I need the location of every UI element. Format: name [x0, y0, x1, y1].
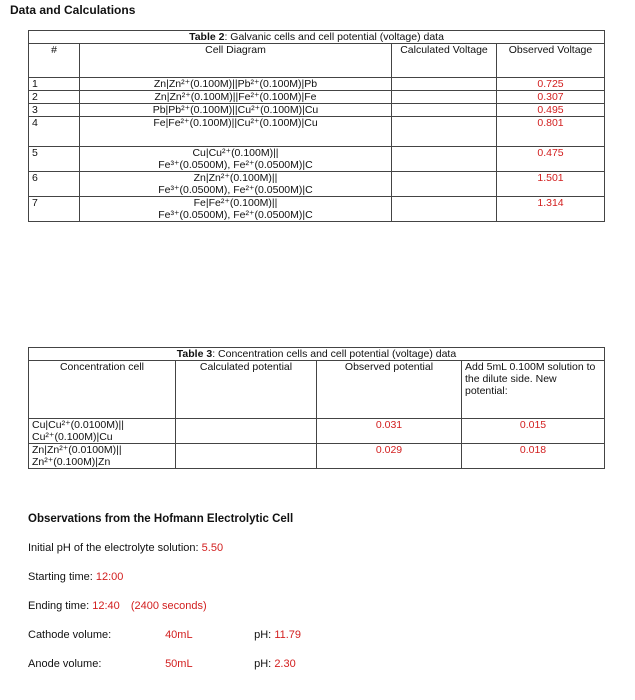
row-num: 3	[29, 104, 80, 117]
ending-time-line: Ending time: 12:40 (2400 seconds)	[28, 600, 207, 612]
calc-voltage	[392, 104, 497, 117]
table-row	[29, 172, 605, 197]
section-heading: Data and Calculations	[10, 3, 136, 17]
obs-voltage: 0.725	[497, 78, 605, 91]
header-cell-diagram: Cell Diagram	[80, 44, 392, 78]
obs-potential: 0.031	[317, 419, 462, 444]
obs-voltage: 0.307	[497, 91, 605, 104]
header-num: #	[29, 44, 80, 78]
concentration-cell: Zn|Zn²⁺(0.0100M)|| Zn²⁺(0.100M)|Zn	[29, 444, 176, 469]
calc-voltage	[392, 197, 497, 222]
header-observed-voltage: Observed Voltage	[497, 44, 605, 78]
cell-diagram: Cu|Cu²⁺(0.100M)|| Fe³⁺(0.0500M), Fe²⁺(0.0500M)|C	[80, 147, 392, 172]
cell-diagram: Zn|Zn²⁺(0.100M)||Fe²⁺(0.100M)|Fe	[80, 91, 392, 104]
table-row	[29, 147, 605, 172]
table-row	[29, 197, 605, 222]
obs-voltage: 1.501	[497, 172, 605, 197]
cathode-line: Cathode volume: 40mL pH: 11.79	[28, 629, 302, 641]
calc-voltage	[392, 147, 497, 172]
obs-potential: 0.029	[317, 444, 462, 469]
row-num: 5	[29, 147, 80, 172]
calc-potential	[176, 444, 317, 469]
galvanic-cells-table	[28, 30, 605, 222]
cell-diagram: Fe|Fe²⁺(0.100M)||Cu²⁺(0.100M)|Cu	[80, 117, 392, 147]
table-row	[29, 104, 605, 117]
obs-voltage: 1.314	[497, 197, 605, 222]
cell-diagram: Fe|Fe²⁺(0.100M)|| Fe³⁺(0.0500M), Fe²⁺(0.0500M)|C	[80, 197, 392, 222]
table-row	[29, 444, 605, 469]
concentration-cells-table	[28, 347, 605, 469]
table2-caption: Table 2: Galvanic cells and cell potential (voltage) data	[29, 31, 605, 44]
header-calculated-voltage: Calculated Voltage	[392, 44, 497, 78]
row-num: 1	[29, 78, 80, 91]
calc-voltage	[392, 78, 497, 91]
table-row	[29, 117, 605, 147]
header-concentration-cell: Concentration cell	[29, 361, 176, 419]
obs-voltage: 0.801	[497, 117, 605, 147]
row-num: 6	[29, 172, 80, 197]
table-row	[29, 91, 605, 104]
row-num: 2	[29, 91, 80, 104]
calc-potential	[176, 419, 317, 444]
obs-voltage: 0.495	[497, 104, 605, 117]
table3-caption: Table 3: Concentration cells and cell potential (voltage) data	[29, 348, 605, 361]
concentration-cell: Cu|Cu²⁺(0.0100M)|| Cu²⁺(0.100M)|Cu	[29, 419, 176, 444]
calc-voltage	[392, 117, 497, 147]
calc-voltage	[392, 172, 497, 197]
calc-voltage	[392, 91, 497, 104]
header-add-solution: Add 5mL 0.100M solution to the dilute side. New potential:	[462, 361, 605, 419]
row-num: 4	[29, 117, 80, 147]
observations-title: Observations from the Hofmann Electrolytic Cell	[28, 513, 294, 525]
table-row	[29, 78, 605, 91]
cell-diagram: Zn|Zn²⁺(0.100M)|| Fe³⁺(0.0500M), Fe²⁺(0.0500M)|C	[80, 172, 392, 197]
cell-diagram: Zn|Zn²⁺(0.100M)||Pb²⁺(0.100M)|Pb	[80, 78, 392, 91]
new-potential: 0.015	[462, 419, 605, 444]
starting-time-line: Starting time: 12:00	[28, 571, 124, 583]
header-observed-potential: Observed potential	[317, 361, 462, 419]
obs-voltage: 0.475	[497, 147, 605, 172]
header-calculated-potential: Calculated potential	[176, 361, 317, 419]
anode-line: Anode volume: 50mL pH: 2.30	[28, 658, 296, 670]
table-row	[29, 419, 605, 444]
row-num: 7	[29, 197, 80, 222]
cell-diagram: Pb|Pb²⁺(0.100M)||Cu²⁺(0.100M)|Cu	[80, 104, 392, 117]
new-potential: 0.018	[462, 444, 605, 469]
initial-ph-line: Initial pH of the electrolyte solution: 5.50	[28, 542, 224, 554]
